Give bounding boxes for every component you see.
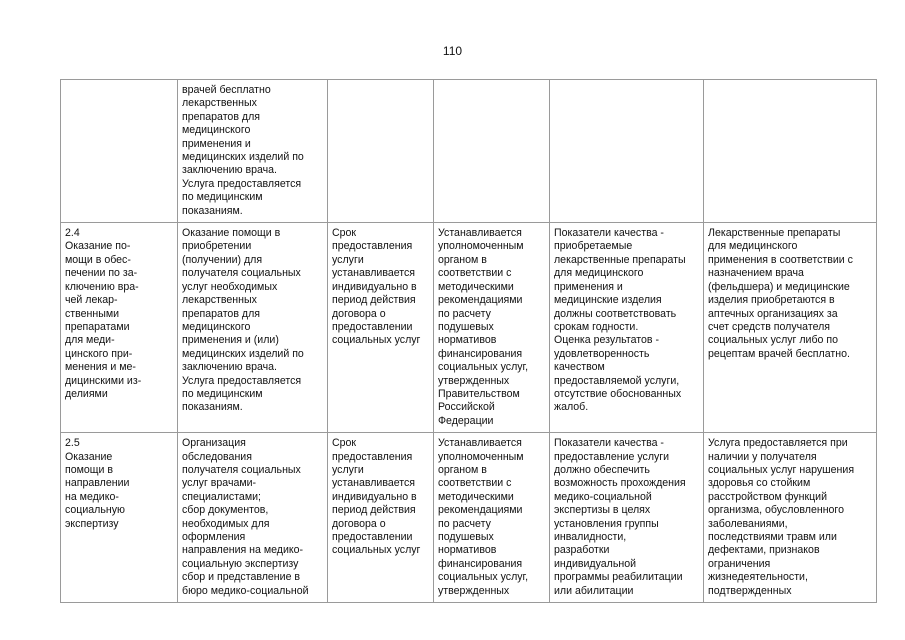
table-row — [61, 80, 877, 223]
service-content-cell: Оказание помощи в приобретении (получении) для получателя социальных услуг необходимых лекарственных препаратов для медицинского применения и (или) медицинских изделий по заключению врача. Услуга предоставляется по медицинским показаниям. — [178, 223, 328, 433]
service-norm-cell: Устанавливается уполномоченным органом в соответствии с методическими рекомендациями по расчету подушевых нормативов финансирования социальных услуг, утвержденных — [434, 433, 550, 603]
service-conditions-cell: Лекарственные препараты для медицинского применения в соответствии с назначением врача (фельдшера) и медицинские изделия приобретаются в аптечных организациях за счет средств получателя социальных услуг либо по рецептам врачей бесплатно. — [704, 223, 877, 433]
services-table — [60, 79, 877, 603]
table-row — [61, 433, 877, 603]
service-number: 2.5 — [65, 437, 80, 450]
service-number-name-cell — [61, 223, 178, 433]
page-number: 110 — [442, 44, 463, 58]
service-content-cell: Организация обследования получателя социальных услуг врачами- специалистами; сбор документов, необходимых для оформления направления на медико- социальную экспертизу сбор и представление в бюро медико-социальной — [178, 433, 328, 603]
service-term-cell: Срок предоставления услуги устанавливается индивидуально в период действия договора о предоставлении социальных услуг — [328, 223, 434, 433]
service-quality-cell: Показатели качества - предоставление услуги должно обеспечить возможность прохождения медико-социальной экспертизы в целях установления группы инвалидности, разработки индивидуальной программы реабилитации или абилитации — [550, 433, 704, 603]
service-quality-cell — [550, 80, 704, 223]
service-content-cell: врачей бесплатно лекарственных препаратов для медицинского применения и медицинских изделий по заключению врача. Услуга предоставляется по медицинским показаниям. — [178, 80, 328, 223]
service-norm-cell: Устанавливается уполномоченным органом в соответствии с методическими рекомендациями по расчету подушевых нормативов финансирования социальных услуг, утвержденных Правительством Российской Федерации — [434, 223, 550, 433]
service-number: 2.4 — [65, 227, 80, 240]
service-quality-cell: Показатели качества - приобретаемые лекарственные препараты для медицинского применения и медицинские изделия должны соответствовать срокам годности. Оценка результатов - удовлетворенность качеством предоставляемой услуги, отсутствие обоснованных жалоб. — [550, 223, 704, 433]
service-name: Оказание по- мощи в обес- печении по за- ключению вра- чей лекар- ственными препаратами для меди- цинского при- менения и ме- дицинскими из- делиями — [65, 240, 142, 400]
service-conditions-cell: Услуга предоставляется при наличии у получателя социальных услуг нарушения здоровья со стойким расстройством функций организма, обусловленного заболеваниями, последствиями травм или дефектами, признаков ограничения жизнедеятельности, подтвержденных — [704, 433, 877, 603]
service-number-name-cell — [61, 433, 178, 603]
service-norm-cell — [434, 80, 550, 223]
table-row — [61, 223, 877, 433]
service-term-cell — [328, 80, 434, 223]
service-term-cell: Срок предоставления услуги устанавливается индивидуально в период действия договора о предоставлении социальных услуг — [328, 433, 434, 603]
service-name: Оказание помощи в направлении на медико- социальную экспертизу — [65, 450, 130, 530]
service-conditions-cell — [704, 80, 877, 223]
service-number-name-cell — [61, 80, 178, 223]
